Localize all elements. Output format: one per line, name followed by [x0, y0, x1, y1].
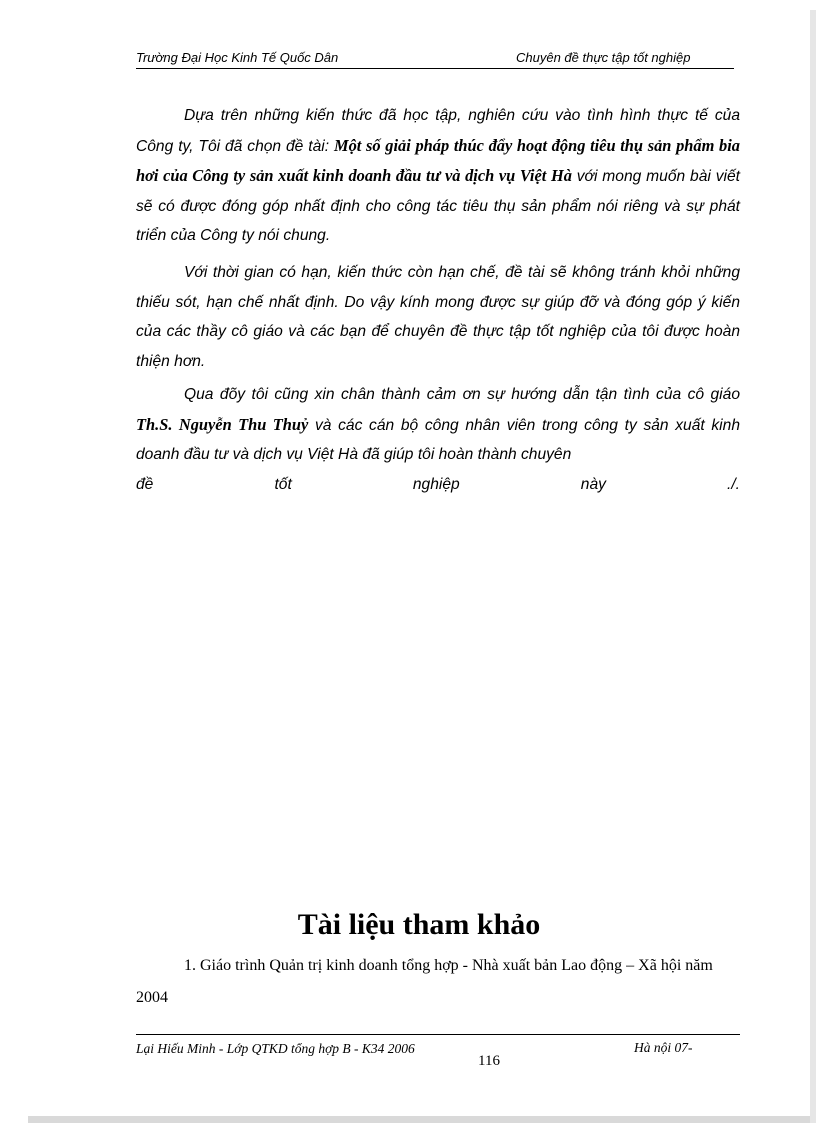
paragraph-thanks-last-line: [136, 470, 740, 500]
topic-title: Một số giải pháp thúc đẩy hoạt động tiêu thụ sản phẩm bia hơi của Công ty sản xuất kinh doanh đầu tư và dịch vụ Việt Hà: [136, 135, 740, 185]
last-line-word: nghiệp: [412, 475, 460, 493]
footer-author: Lại Hiếu Minh - Lớp QTKD tổng hợp B - K34 2006: [136, 1041, 415, 1056]
paragraph-thanks-start: Qua đõy tôi cũng xin chân thành cảm ơn sự hướng dẫn tận tình của cô giáo: [184, 386, 740, 403]
page-bottom-shadow: [28, 1116, 816, 1123]
paragraph-limitations-text: Với thời gian có hạn, kiến thức còn hạn chế, đề tài sẽ không tránh khỏi những thiếu sót, hạn chế nhất định. Do vậy kính mong được sự giúp đỡ và đóng góp ý kiến của các thầy cô giáo và các bạn để chuyên đề thực tập tốt nghiệp của tôi được hoàn thiện hơn.: [136, 264, 740, 370]
footer-divider: [136, 1034, 740, 1035]
paragraph-thanks: [136, 380, 740, 499]
footer-place-date: Hà nội 07-: [634, 1040, 693, 1055]
paragraph-topic-end: với mong muốn bài viết sẽ có được đóng góp nhất định cho công tác tiêu thụ sản phẩm nói riêng và sự phát triển của Công ty nói chung.: [136, 168, 740, 244]
header-school: Trường Đại Học Kinh Tế Quốc Dân: [136, 50, 339, 65]
page-header: [136, 48, 734, 69]
reference-item: 1. Giáo trình Quản trị kinh doanh tổng hợp - Nhà xuất bản Lao động – Xã hội năm 2004: [136, 957, 713, 1006]
last-line-word: tốt: [274, 475, 292, 493]
references-heading: Tài liệu tham khảo: [297, 908, 541, 941]
paragraph-topic: [136, 101, 740, 251]
page-right-shadow: [810, 10, 816, 1123]
last-line-word: này: [580, 475, 606, 493]
advisor-name: Th.S. Nguyễn Thu Thuỷ: [136, 414, 309, 434]
page-number: 116: [478, 1053, 500, 1069]
paragraph-topic-start: Dựa trên những kiến thức đã học tập, nghiên cứu vào tình hình thực tế của Công ty, Tôi đã chọn đề tài:: [136, 107, 740, 155]
header-report-title: Chuyên đề thực tập tốt nghiệp: [516, 50, 691, 65]
last-line-word: đề: [136, 475, 154, 493]
paragraph-thanks-end: và các cán bộ công nhân viên trong công ty sản xuất kinh doanh đầu tư và dịch vụ Việt Hà đã giúp tôi hoàn thành chuyên: [136, 416, 740, 463]
last-line-word: ./.: [727, 475, 740, 493]
paragraph-limitations: [136, 258, 740, 376]
references-list: [136, 950, 740, 1014]
